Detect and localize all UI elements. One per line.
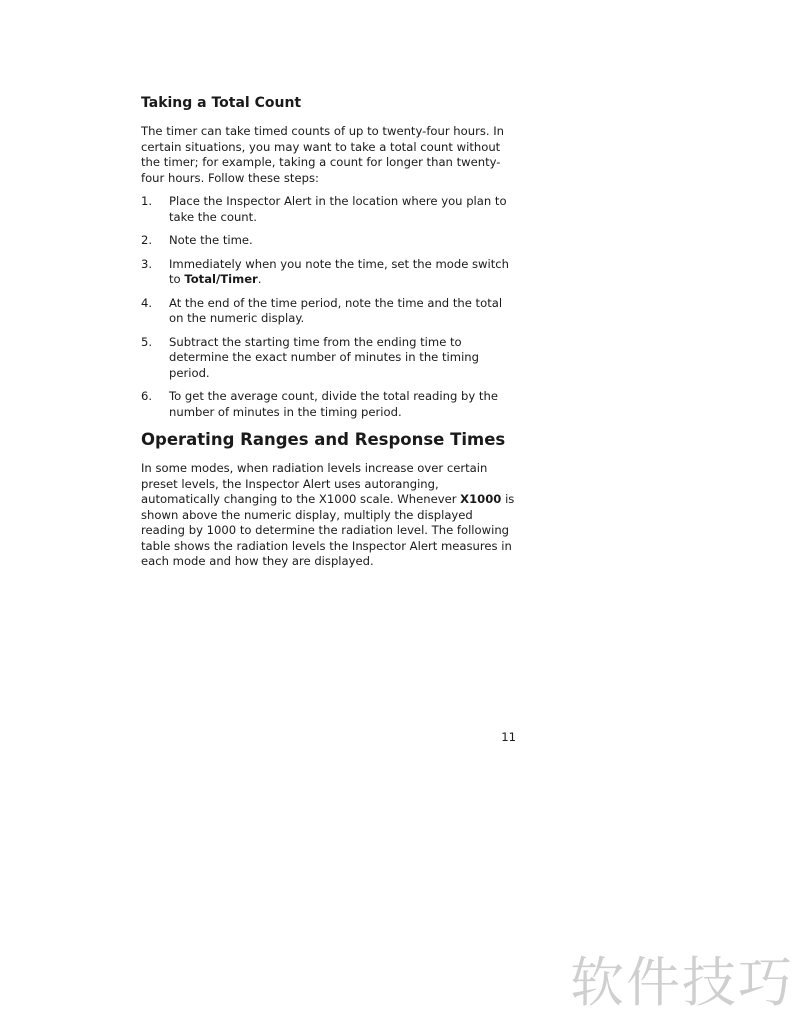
- page-number: 11: [501, 730, 516, 744]
- heading-operating-ranges: Operating Ranges and Response Times: [141, 430, 506, 449]
- step-text-before: Immediately when you note the time, set the mode switch to: [169, 256, 510, 286]
- steps-list: [141, 194, 516, 420]
- step-text: At the end of the time period, note the time and the total on the numeric display.: [169, 295, 503, 325]
- step-number: 5.: [141, 334, 153, 349]
- paragraph-text-before: In some modes, when radiation levels increase over certain preset levels, the Inspector Alert uses autoranging, automatically changing to the X1000 scale. Whenever: [141, 461, 488, 506]
- step-text: [169, 257, 516, 288]
- list-item: [141, 335, 516, 382]
- step-text-after: .: [257, 272, 262, 286]
- list-item: [141, 296, 516, 327]
- step-text: Note the time.: [169, 233, 253, 247]
- mode-total-timer: Total/Timer: [184, 272, 258, 286]
- step-number: 1.: [141, 194, 153, 208]
- x1000-label: X1000: [460, 492, 502, 506]
- list-item: [141, 194, 516, 225]
- step-number: 2.: [141, 233, 153, 247]
- watermark: 软件技巧: [570, 951, 794, 1014]
- step-text: To get the average count, divide the total reading by the number of minutes in the timing period.: [169, 389, 498, 419]
- step-number: 3.: [141, 256, 153, 271]
- intro-paragraph: The timer can take timed counts of up to twenty-four hours. In certain situations, you may want to take a total count without the timer; for example, taking a count for longer than twenty-four hours. Follow these steps:: [141, 124, 505, 185]
- list-item: [141, 233, 516, 249]
- step-text: Subtract the starting time from the ending time to determine the exact number of minutes in the timing period.: [169, 334, 479, 380]
- paragraph-text-after: is shown above the numeric display, multiply the displayed reading by 1000 to determine the radiation level. The following table shows the radiation levels the Inspector Alert measures in each mode and how they are displayed.: [141, 492, 515, 568]
- list-item: [141, 389, 516, 420]
- step-number: 6.: [141, 389, 153, 403]
- step-text: Place the Inspector Alert in the location where you plan to take the count.: [169, 194, 507, 224]
- step-number: 4.: [141, 295, 153, 310]
- list-item: [141, 257, 516, 288]
- heading-taking-total-count: Taking a Total Count: [141, 95, 302, 111]
- operating-ranges-paragraph: [141, 461, 516, 570]
- page-content: [141, 92, 516, 578]
